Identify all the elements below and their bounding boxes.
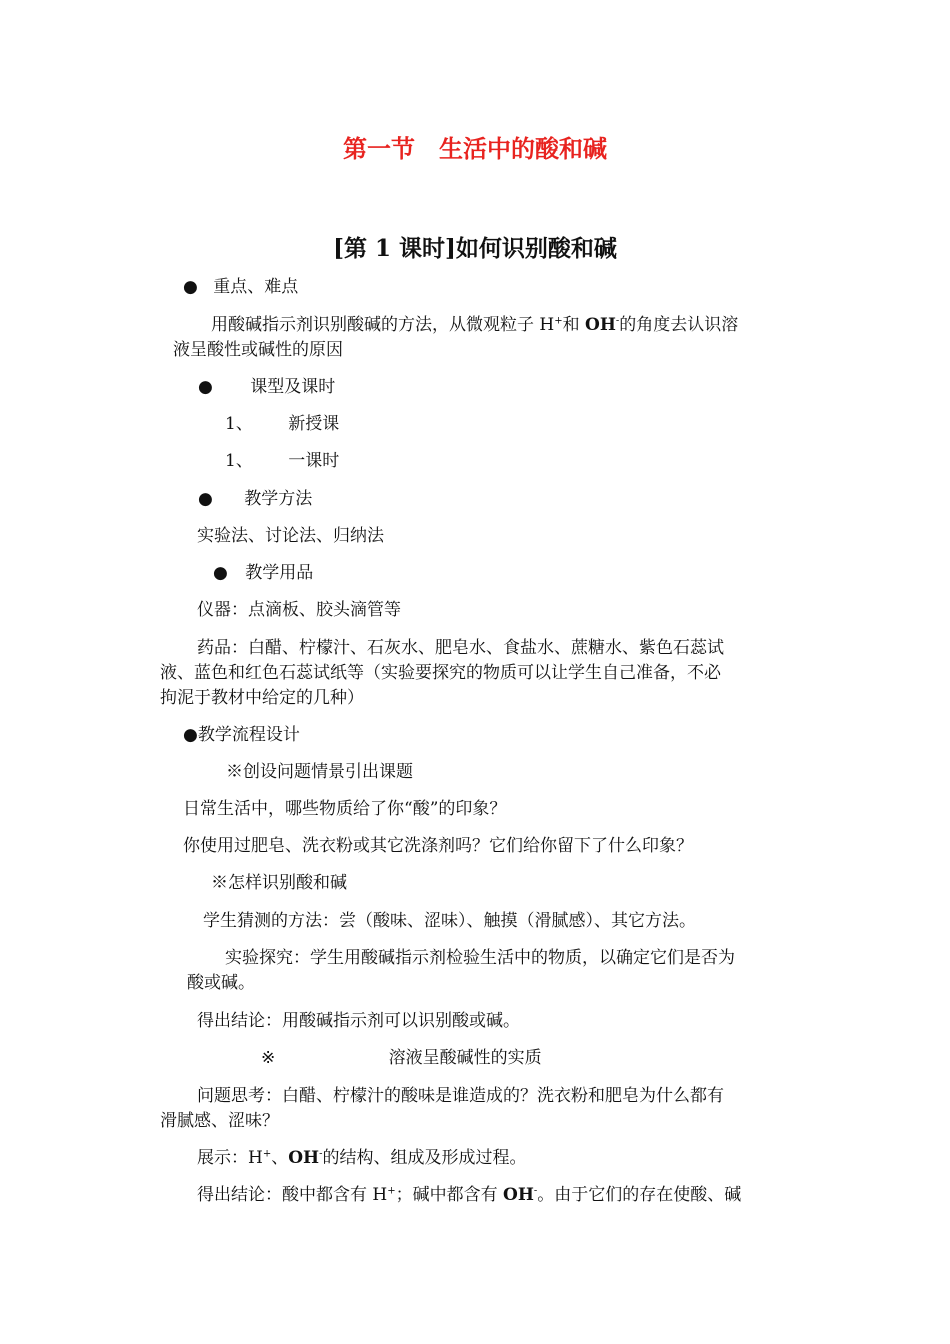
paragraph-line: 实验探究：学生用酸碱指示剂检验生活中的物质，以确定它们是否为: [225, 948, 735, 968]
paragraph-line: 问题思考：白醋、柠檬汁的酸味是谁造成的？洗衣粉和肥皂为什么都有: [197, 1086, 724, 1106]
text-run: 、: [271, 1148, 289, 1168]
section-tools: [213, 561, 313, 585]
paragraph-line: [197, 1183, 741, 1207]
paragraph-line: 液呈酸性或碱性的原因: [173, 340, 343, 360]
text-run: 得出结论：酸中都含有 H: [197, 1185, 388, 1205]
text-run: 。由于它们的存在使酸、碱: [537, 1185, 742, 1205]
section-method: [198, 487, 312, 511]
bullet-icon: ●: [183, 277, 198, 297]
hydroxide-formula: OH: [288, 1148, 320, 1168]
section-heading: 教学方法: [244, 489, 313, 509]
text-run: 和: [562, 315, 586, 335]
superscript: +: [262, 1148, 272, 1160]
paragraph-line: ※怎样识别酸和碱: [211, 873, 347, 893]
text-run: 的结构、组成及形成过程。: [322, 1148, 527, 1168]
list-item: [225, 412, 339, 436]
paragraph-line: [211, 313, 738, 337]
text-run: 用酸碱指示剂识别酸碱的方法，从微观粒子 H: [211, 315, 555, 335]
superscript: +: [554, 315, 563, 327]
hydroxide-formula: OH: [503, 1185, 534, 1205]
reference-mark: ※: [261, 1048, 276, 1068]
subheading-line: [261, 1046, 542, 1070]
section-heading: 教学用品: [245, 563, 314, 583]
superscript: -: [319, 1148, 323, 1160]
bullet-icon: ●: [198, 377, 213, 397]
bullet-icon: ●: [198, 489, 213, 509]
superscript: +: [387, 1185, 396, 1197]
paragraph-line: 仪器：点滴板、胶头滴管等: [197, 600, 401, 620]
paragraph-line: 拘泥于教材中给定的几种）: [160, 688, 364, 708]
list-item: [225, 449, 339, 473]
paragraph-line: [197, 1146, 526, 1170]
section-heading-flow: ●教学流程设计: [183, 725, 300, 745]
paragraph-line: 酸或碱。: [187, 973, 255, 993]
list-number: 1、: [225, 414, 253, 434]
section-key-points: [183, 275, 298, 299]
hydroxide-formula: OH: [585, 315, 616, 335]
section-type: [198, 375, 335, 399]
text-run: 展示：H: [197, 1148, 263, 1168]
text-run: 的角度去认识溶: [619, 315, 739, 335]
superscript: -: [615, 315, 620, 327]
list-text: 一课时: [288, 451, 340, 471]
paragraph-line: 实验法、讨论法、归纳法: [197, 526, 384, 546]
paragraph-line: 滑腻感、涩味？: [160, 1111, 279, 1131]
list-text: 新授课: [288, 414, 340, 434]
paragraph-line: 得出结论：用酸碱指示剂可以识别酸或碱。: [197, 1011, 520, 1031]
section-heading: 课型及课时: [250, 377, 336, 397]
subheading-text: 溶液呈酸碱性的实质: [388, 1048, 542, 1068]
text-run: ；碱中都含有: [395, 1185, 504, 1205]
lesson-subtitle: [第 1 课时]如何识别酸和碱: [333, 235, 617, 262]
page-title: 第一节 生活中的酸和碱: [343, 134, 607, 163]
list-number: 1、: [225, 451, 253, 471]
paragraph-line: 你使用过肥皂、洗衣粉或其它洗涤剂吗？它们给你留下了什么印象？: [183, 836, 693, 856]
section-heading: 重点、难点: [213, 277, 299, 297]
paragraph-line: 学生猜测的方法：尝（酸味、涩味）、触摸（滑腻感）、其它方法。: [203, 911, 696, 931]
paragraph-line: 药品：白醋、柠檬汁、石灰水、肥皂水、食盐水、蔗糖水、紫色石蕊试: [197, 638, 724, 658]
paragraph-line: 日常生活中，哪些物质给了你“酸”的印象？: [183, 799, 507, 819]
bullet-icon: ●: [213, 563, 228, 583]
superscript: -: [533, 1185, 538, 1197]
paragraph-line: ※创设问题情景引出课题: [226, 762, 413, 782]
paragraph-line: 液、蓝色和红色石蕊试纸等（实验要探究的物质可以让学生自己准备，不必: [160, 663, 721, 683]
